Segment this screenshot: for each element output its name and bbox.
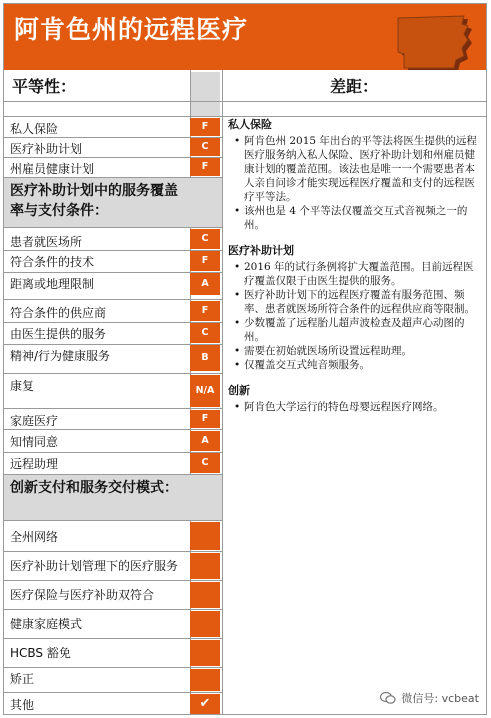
list-item: 远程助理 bbox=[10, 457, 59, 471]
gap-heading: 私人保险 bbox=[228, 118, 272, 131]
divider bbox=[4, 551, 222, 552]
divider bbox=[4, 429, 222, 430]
list-item: 州雇员健康计划 bbox=[10, 162, 95, 176]
grade-badge: A bbox=[190, 431, 220, 451]
divider bbox=[4, 177, 222, 178]
grade-badge: F bbox=[190, 410, 220, 428]
arkansas-map-icon bbox=[390, 10, 476, 70]
grade-badge bbox=[190, 611, 220, 637]
grade-badge: C bbox=[190, 138, 220, 156]
gap-bullet: • 该州也是 4 个平等法仅覆盖交互式音视频之一的州。 bbox=[238, 204, 478, 232]
list-item: 知情同意 bbox=[10, 435, 59, 449]
watermark bbox=[380, 690, 479, 706]
grade-badge: F bbox=[190, 251, 220, 271]
list-item: 康复 bbox=[10, 379, 35, 393]
gap-bullet: • 少数覆盖了远程胎儿超声波检查及超声心动图的州。 bbox=[238, 316, 478, 344]
header-grade-cell bbox=[190, 72, 220, 116]
divider bbox=[4, 580, 222, 581]
column-header-left: 平等性： bbox=[12, 77, 77, 96]
grade-badge: F bbox=[190, 301, 220, 321]
grade-badge: F bbox=[190, 118, 220, 136]
header-banner bbox=[4, 4, 486, 70]
grade-badge bbox=[190, 522, 220, 550]
divider bbox=[4, 373, 222, 374]
gap-heading: 医疗补助计划 bbox=[228, 244, 294, 257]
watermark-text: 微信号: vcbeat bbox=[401, 692, 479, 705]
gap-bullet: • 需要在初始就医场所设置远程助理。 bbox=[238, 344, 478, 358]
gap-list bbox=[228, 400, 478, 414]
gaps-panel bbox=[228, 118, 478, 426]
gap-bullet: • 阿肯色州 2015 年出台的平等法将医生提供的远程医疗服务纳入私人保险、医疗补助计划和州雇员健康计划的覆盖范围。该法也是唯一一个需要患者本人亲自问诊才能实现远程医疗覆盖和支付的远程医疗平等法。 bbox=[238, 134, 478, 204]
list-item: 患者就医场所 bbox=[10, 235, 83, 249]
divider bbox=[4, 474, 222, 475]
section-title: 医疗补助计划中的服务覆盖率与支付条件： bbox=[10, 183, 178, 219]
gap-bullet: • 医疗补助计划下的远程医疗覆盖有服务范围、频率、患者就医场所符合条件的远程供应商等限制。 bbox=[238, 288, 478, 316]
list-item: 由医生提供的服务 bbox=[10, 327, 107, 341]
gap-list bbox=[228, 134, 478, 232]
divider bbox=[4, 101, 486, 102]
grade-badge: C bbox=[190, 323, 220, 343]
grade-badge: C bbox=[190, 453, 220, 473]
grade-badge: C bbox=[190, 229, 220, 249]
list-item: 医疗保险与医疗补助双符合 bbox=[10, 588, 155, 602]
divider bbox=[4, 227, 222, 228]
gap-bullet: • 仅覆盖交互式纯音频服务。 bbox=[238, 358, 478, 372]
grade-badge: N/A bbox=[190, 375, 220, 407]
column-header-right: 差距： bbox=[330, 77, 379, 96]
list-item: 符合条件的供应商 bbox=[10, 306, 107, 320]
grade-badge bbox=[190, 640, 220, 666]
list-item: 精神/行为健康服务 bbox=[10, 349, 111, 363]
divider bbox=[4, 116, 486, 117]
divider bbox=[4, 299, 222, 300]
divider bbox=[4, 692, 222, 693]
grade-badge: B bbox=[190, 345, 220, 371]
list-item: 家庭医疗 bbox=[10, 414, 59, 428]
grade-badge bbox=[190, 582, 220, 608]
gap-bullet: • 2016 年的试行条例将扩大覆盖范围。目前远程医疗覆盖仅限于由医生提供的服务。 bbox=[238, 260, 478, 288]
list-item: 矫正 bbox=[10, 672, 35, 686]
checkmark-icon: ✔ bbox=[190, 694, 220, 714]
grade-badge bbox=[190, 553, 220, 579]
divider bbox=[4, 408, 222, 409]
list-item: 符合条件的技术 bbox=[10, 255, 95, 269]
list-item: 全州网络 bbox=[10, 530, 59, 544]
grade-badge bbox=[190, 669, 220, 691]
list-item: 其他 bbox=[10, 698, 35, 712]
divider bbox=[4, 520, 222, 521]
gap-heading: 创新 bbox=[228, 384, 250, 397]
column-divider bbox=[222, 70, 223, 715]
list-item: 距离或地理限制 bbox=[10, 277, 95, 291]
gap-bullet: • 阿肯色大学运行的特色母婴远程医疗网络。 bbox=[238, 400, 478, 414]
grade-badge: A bbox=[190, 273, 220, 295]
list-item: 医疗补助计划 bbox=[10, 142, 83, 156]
list-item: 私人保险 bbox=[10, 122, 59, 136]
wechat-icon bbox=[380, 691, 396, 705]
list-item: HCBS 豁免 bbox=[10, 646, 71, 660]
divider bbox=[4, 667, 222, 668]
gap-list bbox=[228, 260, 478, 372]
divider bbox=[4, 638, 222, 639]
list-item: 健康家庭模式 bbox=[10, 617, 83, 631]
page-title: 阿肯色州的远程医疗 bbox=[14, 15, 249, 44]
divider bbox=[4, 609, 222, 610]
list-item: 医疗补助计划管理下的医疗服务 bbox=[10, 559, 179, 573]
grade-badge: F bbox=[190, 158, 220, 176]
section-title: 创新支付和服务交付模式： bbox=[10, 480, 178, 496]
